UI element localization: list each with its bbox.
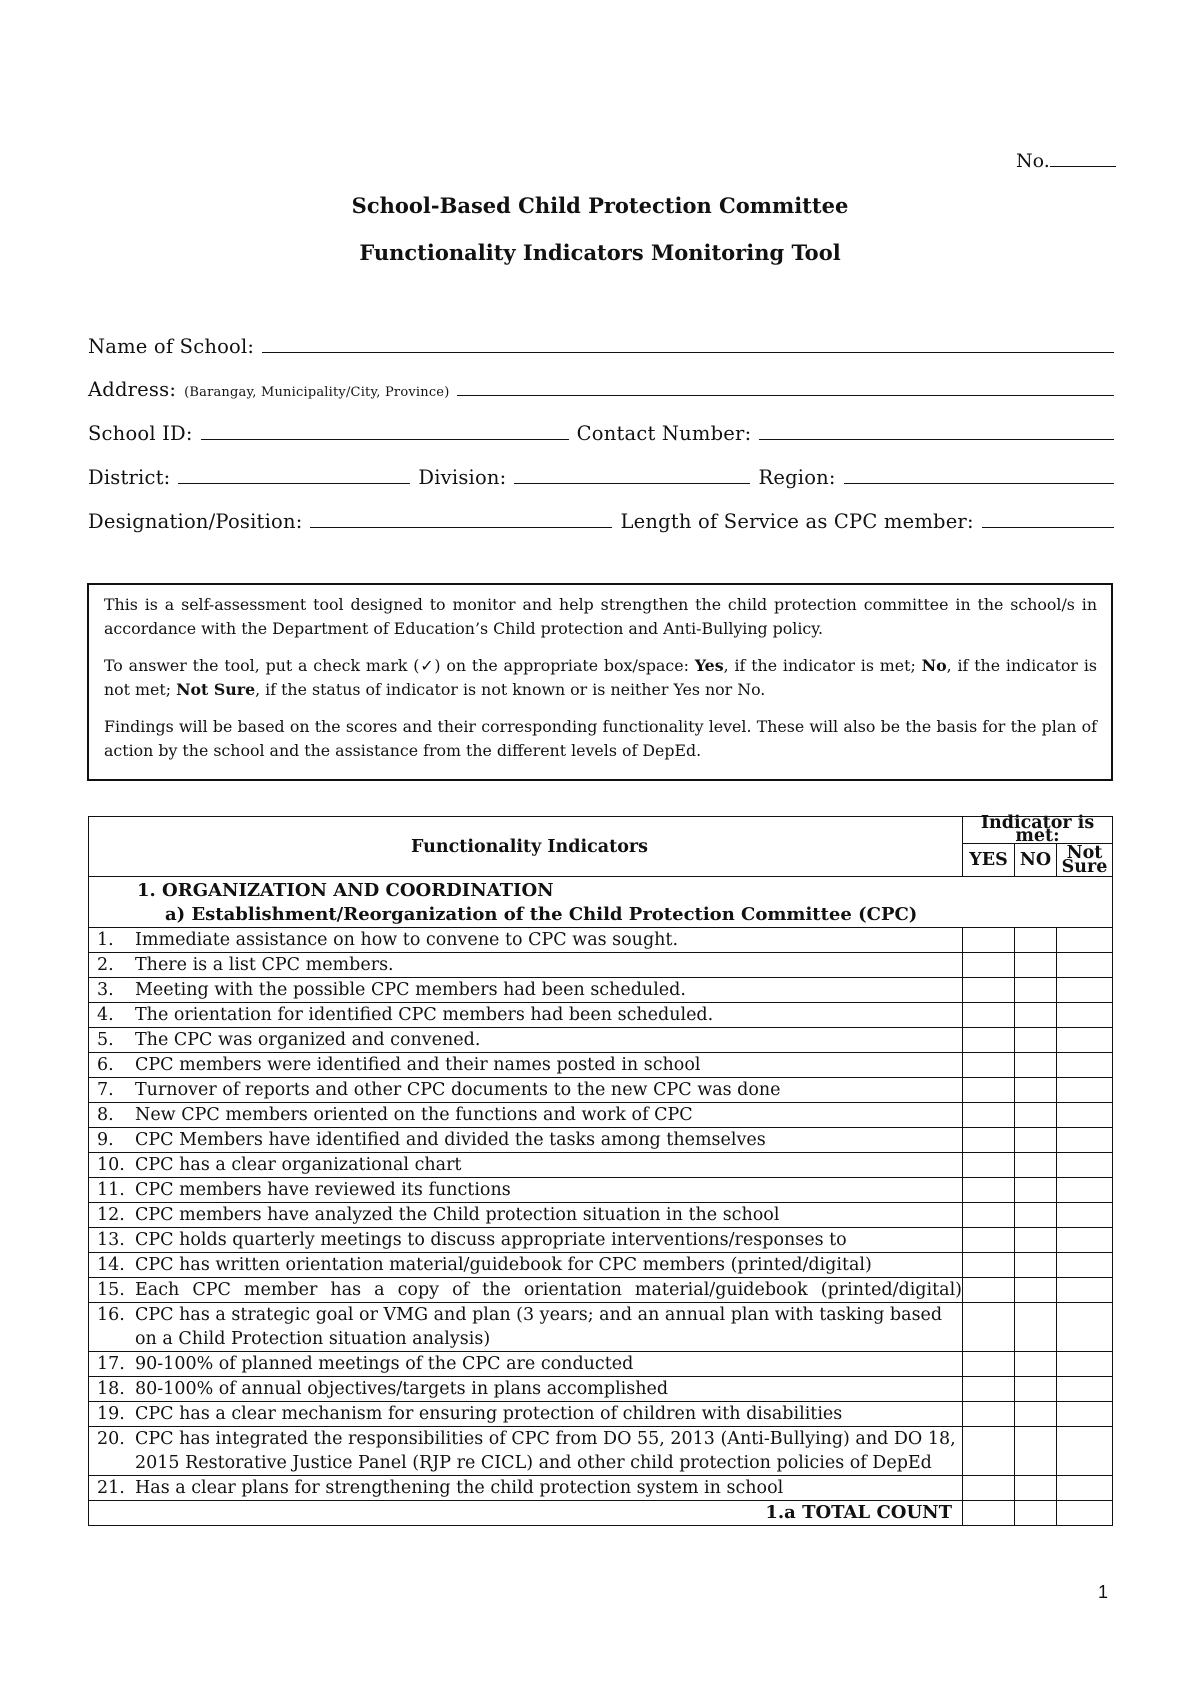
length-of-service-blank[interactable] xyxy=(982,509,1114,528)
checkbox-not-sure[interactable] xyxy=(1057,1228,1113,1253)
page-number: 1 xyxy=(1098,1582,1109,1602)
indicator-number: 20. xyxy=(97,1429,125,1449)
checkbox-yes[interactable] xyxy=(963,978,1015,1003)
table-row xyxy=(89,1228,1113,1253)
checkbox-yes[interactable] xyxy=(963,1476,1015,1501)
address-row xyxy=(88,377,1114,401)
indicator-number: 9. xyxy=(97,1130,114,1150)
indicator-cell xyxy=(89,928,963,953)
checkbox-not-sure[interactable] xyxy=(1057,1053,1113,1078)
table-row xyxy=(89,1203,1113,1228)
checkbox-no[interactable] xyxy=(1015,1028,1057,1053)
indicator-number: 3. xyxy=(97,980,114,1000)
checkbox-no[interactable] xyxy=(1015,1053,1057,1078)
column-yes: YES xyxy=(963,844,1015,877)
column-no: NO xyxy=(1015,844,1057,877)
instructions-box xyxy=(87,583,1113,781)
indicator-text: CPC has a clear organizational chart xyxy=(135,1155,462,1175)
school-name-blank[interactable] xyxy=(262,334,1114,353)
indicator-number: 21. xyxy=(97,1478,125,1498)
address-hint: (Barangay, Municipality/City, Province) xyxy=(184,385,450,400)
indicator-cell xyxy=(89,978,963,1003)
indicator-cell xyxy=(89,953,963,978)
checkbox-yes[interactable] xyxy=(963,953,1015,978)
indicator-cell xyxy=(89,1078,963,1103)
checkbox-no[interactable] xyxy=(1015,1128,1057,1153)
indicator-text: Turnover of reports and other CPC documents to the new CPC was done xyxy=(135,1080,781,1100)
checkbox-not-sure[interactable] xyxy=(1057,1203,1113,1228)
district-label: District: xyxy=(88,466,171,489)
designation-row xyxy=(88,509,1114,533)
division-label: Division: xyxy=(418,466,507,489)
indicator-cell xyxy=(89,1278,963,1303)
school-id-row xyxy=(88,421,1114,445)
indicator-text: Meeting with the possible CPC members had been scheduled. xyxy=(135,980,686,1000)
section-row xyxy=(89,877,1113,928)
table-row xyxy=(89,978,1113,1003)
checkbox-not-sure[interactable] xyxy=(1057,1028,1113,1053)
checkbox-not-sure[interactable] xyxy=(1057,1153,1113,1178)
checkbox-not-sure[interactable] xyxy=(1057,1377,1113,1402)
address-blank[interactable] xyxy=(457,377,1114,396)
total-label: 1.a TOTAL COUNT xyxy=(89,1501,963,1526)
instructions-no: No xyxy=(921,656,947,675)
instructions-not-sure: Not Sure xyxy=(176,680,256,699)
checkbox-not-sure[interactable] xyxy=(1057,1352,1113,1377)
indicator-text: CPC Members have identified and divided the tasks among themselves xyxy=(135,1130,766,1150)
table-row xyxy=(89,1253,1113,1278)
indicator-cell xyxy=(89,1103,963,1128)
indicator-number: 7. xyxy=(97,1080,114,1100)
indicators-table xyxy=(88,813,1113,1526)
document-number xyxy=(1016,148,1116,172)
checkbox-no[interactable] xyxy=(1015,1377,1057,1402)
table-row xyxy=(89,928,1113,953)
instructions-p2-text-a: To answer the tool, put a check mark (✓) on the appropriate box/space: xyxy=(104,656,695,675)
table-row xyxy=(89,1178,1113,1203)
indicator-text: CPC has a clear mechanism for ensuring protection of children with disabilities xyxy=(135,1404,843,1424)
document-number-label: No. xyxy=(1016,150,1050,172)
indicator-cell xyxy=(89,1476,963,1501)
instructions-p2-text-b: , if the indicator is met; xyxy=(723,656,922,675)
checkbox-yes[interactable] xyxy=(963,1228,1015,1253)
checkbox-no[interactable] xyxy=(1015,1427,1057,1476)
checkbox-no[interactable] xyxy=(1015,928,1057,953)
address-label: Address: xyxy=(88,378,177,401)
checkbox-not-sure[interactable] xyxy=(1057,1003,1113,1028)
indicator-text: CPC members were identified and their names posted in school xyxy=(135,1055,701,1075)
school-id-blank[interactable] xyxy=(201,421,569,440)
total-no[interactable] xyxy=(1015,1501,1057,1526)
indicator-number: 11. xyxy=(97,1180,125,1200)
checkbox-yes[interactable] xyxy=(963,1278,1015,1303)
total-row xyxy=(89,1501,1113,1526)
checkbox-yes[interactable] xyxy=(963,1427,1015,1476)
checkbox-no[interactable] xyxy=(1015,1178,1057,1203)
indicator-cell xyxy=(89,1352,963,1377)
checkbox-not-sure[interactable] xyxy=(1057,1078,1113,1103)
indicator-cell xyxy=(89,1427,963,1476)
indicator-cell xyxy=(89,1402,963,1427)
checkbox-yes[interactable] xyxy=(963,1178,1015,1203)
checkbox-yes[interactable] xyxy=(963,1103,1015,1128)
indicator-cell xyxy=(89,1128,963,1153)
checkbox-no[interactable] xyxy=(1015,1203,1057,1228)
title-line-2: Functionality Indicators Monitoring Tool xyxy=(359,240,841,265)
checkbox-yes[interactable] xyxy=(963,1128,1015,1153)
indicator-number: 6. xyxy=(97,1055,114,1075)
checkbox-not-sure[interactable] xyxy=(1057,1303,1113,1352)
checkbox-yes[interactable] xyxy=(963,1377,1015,1402)
instructions-yes: Yes xyxy=(694,656,724,675)
checkbox-no[interactable] xyxy=(1015,1228,1057,1253)
indicator-text: CPC has written orientation material/guidebook for CPC members (printed/digital) xyxy=(135,1255,872,1275)
indicator-text: CPC members have reviewed its functions xyxy=(135,1180,511,1200)
checkbox-no[interactable] xyxy=(1015,1476,1057,1501)
indicator-text: There is a list CPC members. xyxy=(135,955,394,975)
table-row xyxy=(89,1427,1113,1476)
indicator-number: 10. xyxy=(97,1155,125,1175)
indicator-text: CPC members have analyzed the Child protection situation in the school xyxy=(135,1205,780,1225)
table-row xyxy=(89,1078,1113,1103)
table-row xyxy=(89,1278,1113,1303)
school-name-row xyxy=(88,334,1114,358)
indicator-cell xyxy=(89,1028,963,1053)
indicator-number: 5. xyxy=(97,1030,114,1050)
checkbox-not-sure[interactable] xyxy=(1057,1178,1113,1203)
indicator-text: The orientation for identified CPC members had been scheduled. xyxy=(135,1005,714,1025)
indicator-number: 4. xyxy=(97,1005,114,1025)
checkbox-not-sure[interactable] xyxy=(1057,1278,1113,1303)
indicator-number: 8. xyxy=(97,1105,114,1125)
contact-number-label: Contact Number: xyxy=(576,422,752,445)
indicator-number: 18. xyxy=(97,1379,125,1399)
checkbox-yes[interactable] xyxy=(963,1402,1015,1427)
indicator-text: 90-100% of planned meetings of the CPC are conducted xyxy=(135,1354,634,1374)
checkbox-not-sure[interactable] xyxy=(1057,1253,1113,1278)
checkbox-no[interactable] xyxy=(1015,953,1057,978)
indicator-number: 19. xyxy=(97,1404,125,1424)
checkbox-no[interactable] xyxy=(1015,978,1057,1003)
school-id-label: School ID: xyxy=(88,422,193,445)
indicator-number: 12. xyxy=(97,1205,125,1225)
checkbox-no[interactable] xyxy=(1015,1153,1057,1178)
designation-label: Designation/Position: xyxy=(88,510,303,533)
section-title: 1. ORGANIZATION AND COORDINATION xyxy=(137,880,554,901)
region-blank[interactable] xyxy=(844,465,1114,484)
indicator-cell xyxy=(89,1203,963,1228)
checkbox-yes[interactable] xyxy=(963,1203,1015,1228)
table-row xyxy=(89,1053,1113,1078)
division-blank[interactable] xyxy=(514,465,750,484)
indicator-cell xyxy=(89,1053,963,1078)
table-header-group: Indicator is met: xyxy=(963,817,1113,844)
table-row xyxy=(89,1028,1113,1053)
subsection-title: a) Establishment/Reorganization of the Child Protection Committee (CPC) xyxy=(165,904,918,925)
indicator-text: Immediate assistance on how to convene to CPC was sought. xyxy=(135,930,679,950)
checkbox-not-sure[interactable] xyxy=(1057,1427,1113,1476)
indicator-cell xyxy=(89,1303,963,1352)
checkbox-yes[interactable] xyxy=(963,1003,1015,1028)
checkbox-not-sure[interactable] xyxy=(1057,978,1113,1003)
indicator-text: CPC has a strategic goal or VMG and plan (3 years; and an annual plan with tasking based on a Child Protection situation analysis) xyxy=(135,1305,943,1349)
instructions-p2-text-c: , if the indicator is not met; xyxy=(104,656,1097,699)
indicator-text: The CPC was organized and convened. xyxy=(135,1030,481,1050)
designation-blank[interactable] xyxy=(310,509,612,528)
table-row xyxy=(89,1476,1113,1501)
total-yes[interactable] xyxy=(963,1501,1015,1526)
indicator-number: 16. xyxy=(97,1305,125,1325)
checkbox-yes[interactable] xyxy=(963,1028,1015,1053)
checkbox-not-sure[interactable] xyxy=(1057,1103,1113,1128)
checkbox-no[interactable] xyxy=(1015,1103,1057,1128)
contact-number-blank[interactable] xyxy=(759,421,1114,440)
table-row xyxy=(89,1153,1113,1178)
column-not-sure: Not Sure xyxy=(1057,844,1113,877)
indicator-text: CPC has integrated the responsibilities of CPC from DO 55, 2013 (Anti-Bullying) and DO 18, 2015 Restorative Justice Panel (RJP re CICL) and other child protection policies of DepEd xyxy=(135,1429,956,1473)
checkbox-no[interactable] xyxy=(1015,1402,1057,1427)
checkbox-no[interactable] xyxy=(1015,1352,1057,1377)
checkbox-no[interactable] xyxy=(1015,1003,1057,1028)
title-line-1: School-Based Child Protection Committee xyxy=(351,193,849,218)
school-name-label: Name of School: xyxy=(88,335,255,358)
table-row xyxy=(89,1303,1113,1352)
checkbox-not-sure[interactable] xyxy=(1057,1476,1113,1501)
checkbox-no[interactable] xyxy=(1015,1303,1057,1352)
indicator-text: Has a clear plans for strengthening the child protection system in school xyxy=(135,1478,784,1498)
instructions-paragraph-1: This is a self-assessment tool designed to monitor and help strengthen the child protection committee in the school/s in accordance with the Department of Education’s Child protection and Anti-Bullying policy. xyxy=(104,595,1097,638)
document-number-blank[interactable] xyxy=(1050,148,1116,167)
indicator-text: CPC holds quarterly meetings to discuss appropriate interventions/responses to xyxy=(135,1230,847,1250)
checkbox-no[interactable] xyxy=(1015,1278,1057,1303)
district-row xyxy=(88,465,1114,489)
indicator-number: 17. xyxy=(97,1354,125,1374)
checkbox-yes[interactable] xyxy=(963,1078,1015,1103)
checkbox-yes[interactable] xyxy=(963,1053,1015,1078)
checkbox-not-sure[interactable] xyxy=(1057,1402,1113,1427)
section-cell xyxy=(89,877,1113,928)
table-row xyxy=(89,1103,1113,1128)
checkbox-not-sure[interactable] xyxy=(1057,928,1113,953)
table-header-title: Functionality Indicators xyxy=(89,817,963,877)
table-header-row xyxy=(89,817,1113,844)
indicator-number: 13. xyxy=(97,1230,125,1250)
length-of-service-label: Length of Service as CPC member: xyxy=(620,510,974,533)
indicator-cell xyxy=(89,1178,963,1203)
indicator-number: 14. xyxy=(97,1255,125,1275)
indicator-number: 15. xyxy=(97,1280,125,1300)
indicator-text: New CPC members oriented on the functions and work of CPC xyxy=(135,1105,693,1125)
checkbox-no[interactable] xyxy=(1015,1078,1057,1103)
indicator-number: 1. xyxy=(97,930,114,950)
indicator-cell xyxy=(89,1003,963,1028)
district-blank[interactable] xyxy=(178,465,410,484)
indicator-text: Each CPC member has a copy of the orientation material/guidebook (printed/digital) xyxy=(135,1280,962,1300)
indicator-cell xyxy=(89,1153,963,1178)
region-label: Region: xyxy=(758,466,836,489)
checkbox-yes[interactable] xyxy=(963,928,1015,953)
table-row xyxy=(89,1377,1113,1402)
instructions-p2-text-d: , if the status of indicator is not known or is neither Yes nor No. xyxy=(255,680,766,699)
table-row xyxy=(89,1402,1113,1427)
checkbox-yes[interactable] xyxy=(963,1153,1015,1178)
indicator-number: 2. xyxy=(97,955,114,975)
instructions-paragraph-3: Findings will be based on the scores and their corresponding functionality level. These will also be the basis for the plan of action by the school and the assistance from the different levels of DepEd. xyxy=(104,717,1097,760)
instructions-paragraph-2 xyxy=(104,654,1097,702)
checkbox-no[interactable] xyxy=(1015,1253,1057,1278)
checkbox-yes[interactable] xyxy=(963,1352,1015,1377)
checkbox-not-sure[interactable] xyxy=(1057,953,1113,978)
indicator-cell xyxy=(89,1228,963,1253)
table-row xyxy=(89,1003,1113,1028)
table-row xyxy=(89,1128,1113,1153)
checkbox-not-sure[interactable] xyxy=(1057,1128,1113,1153)
indicator-text: 80-100% of annual objectives/targets in plans accomplished xyxy=(135,1379,669,1399)
indicator-cell xyxy=(89,1377,963,1402)
table-row xyxy=(89,953,1113,978)
checkbox-yes[interactable] xyxy=(963,1253,1015,1278)
total-not-sure[interactable] xyxy=(1057,1501,1113,1526)
checkbox-yes[interactable] xyxy=(963,1303,1015,1352)
indicator-cell xyxy=(89,1253,963,1278)
table-row xyxy=(89,1352,1113,1377)
